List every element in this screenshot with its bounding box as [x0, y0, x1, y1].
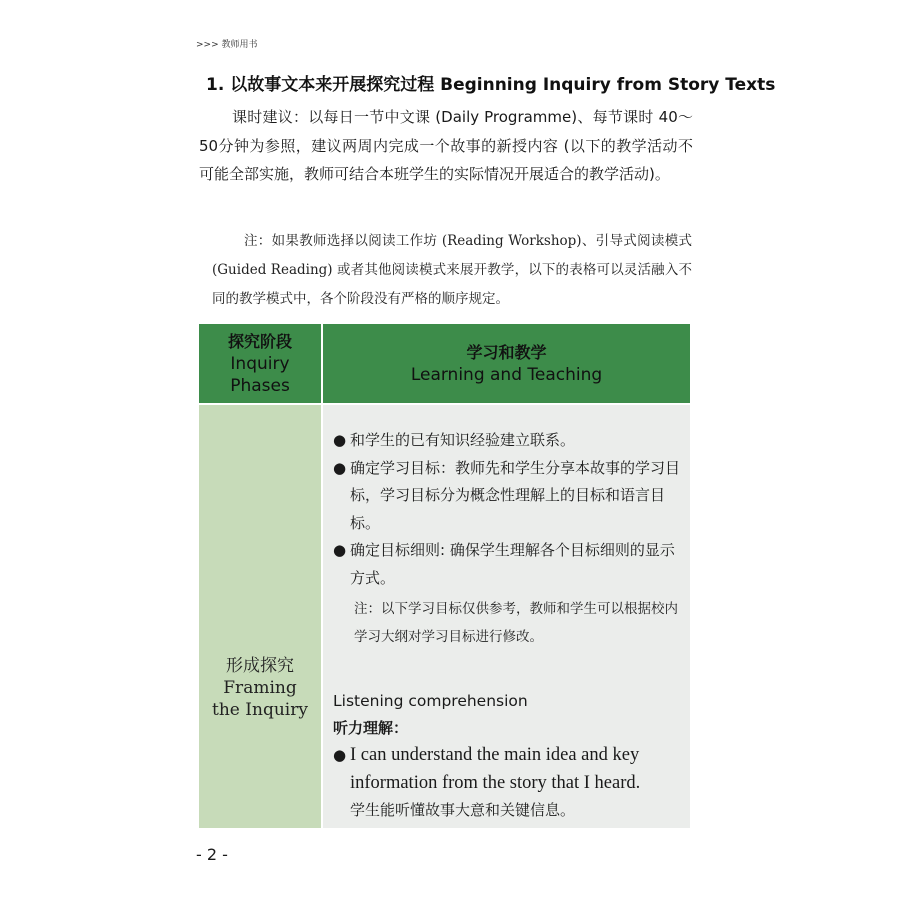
- inquiry-table: [199, 324, 690, 828]
- bullet-text: 确定学习目标：教师先和学生分享本故事的学习目标，学习目标分为概念性理解上的目标和语言目标。: [350, 458, 681, 532]
- phase-zh: 形成探究: [226, 656, 294, 676]
- list-item: [333, 537, 683, 592]
- bullet-icon: ●: [333, 431, 347, 449]
- learning-cell: [323, 405, 690, 828]
- running-header: >>> 教师用书: [196, 40, 258, 50]
- list-item: [333, 427, 683, 455]
- list-item: [333, 741, 683, 797]
- list-item: [333, 455, 683, 538]
- intro-note: 注：如果教师选择以阅读工作坊 (Reading Workshop)、引导式阅读模式 (Guided Reading) 或者其他阅读模式来展开教学，以下的表格可以灵活融入不同的教学模式中，各个阶段没有严格的顺序规定。: [212, 233, 692, 307]
- listening-goal-zh: 学生能听懂故事大意和关键信息。: [350, 801, 576, 819]
- header-inquiry-phases: [199, 324, 321, 403]
- learning-content: [333, 427, 683, 824]
- intro-paragraph: 课时建议：以每日一节中文课 (Daily Programme)、每节课时 40～50分钟为参照，建议两周内完成一个故事的新授内容 (以下的教学活动不可能全部实施，教师可结合本班学生的实际情况开展适合的教学活动)。: [199, 108, 693, 183]
- bullet-text: 和学生的已有知识经验建立联系。: [350, 431, 576, 449]
- bullet-icon: ●: [333, 458, 347, 477]
- bullet-text: I can understand the main idea and key information from the story that I heard.: [350, 745, 641, 793]
- table-note: 注：以下学习目标仅供参考，教师和学生可以根据校内学习大纲对学习目标进行修改。: [354, 601, 678, 645]
- bullet-icon: ●: [333, 541, 347, 559]
- header-right-zh: 学习和教学: [466, 342, 547, 362]
- header-learning-teaching: [323, 324, 690, 403]
- section-title: 1. 以故事文本来开展探究过程 Beginning Inquiry from Story Texts: [206, 75, 776, 95]
- listening-heading-zh: 听力理解：: [333, 719, 409, 737]
- header-left-en: Inquiry Phases: [230, 353, 290, 396]
- header-right-en: Learning and Teaching: [410, 364, 603, 385]
- bullet-text: 确定目标细则: 确保学生理解各个目标细则的显示方式。: [350, 541, 675, 587]
- phase-cell: [199, 405, 321, 828]
- phase-en-line2: the Inquiry: [212, 700, 308, 720]
- header-left-zh: 探究阶段: [227, 331, 292, 351]
- phase-label: [199, 655, 321, 721]
- listening-heading-en: Listening comprehension: [333, 692, 528, 710]
- phase-en-line1: Framing: [223, 678, 297, 698]
- page-number: - 2 -: [196, 845, 228, 864]
- bullet-icon: ●: [333, 746, 347, 764]
